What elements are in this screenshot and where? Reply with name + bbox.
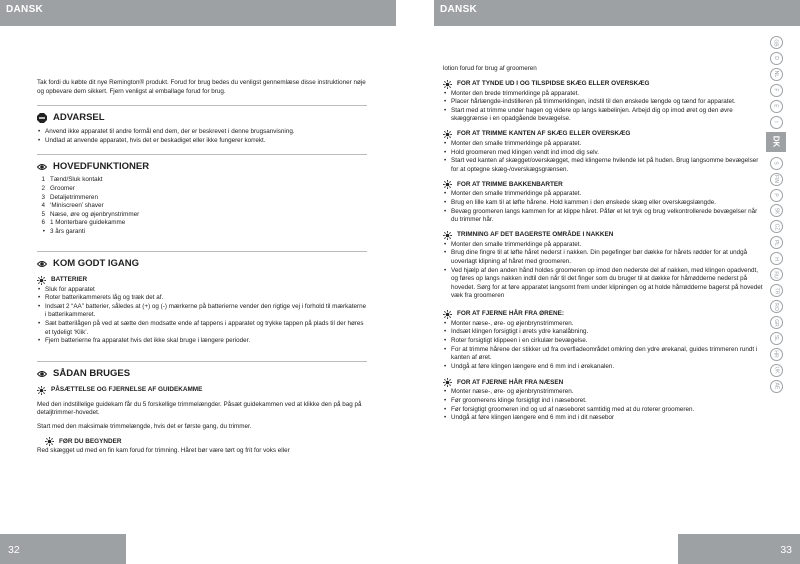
- warning-list: [37, 128, 367, 145]
- start-title: KOM GODT IGANG: [53, 257, 140, 269]
- language-tab-d[interactable]: [770, 52, 783, 65]
- list-item: • Før groomerens klinge forsigtigt ind i næseboret.: [443, 397, 765, 406]
- sun-icon: [443, 378, 452, 387]
- language-tab-label: S: [773, 161, 779, 165]
- language-tab-label: UK: [772, 366, 779, 374]
- section-title: FOR AT TRIMME BAKKENBARTER: [457, 180, 563, 188]
- list-item: • Før forsigtigt groomeren ind og ud af næseboret samtidig med at du roterer groomeren.: [443, 406, 765, 415]
- language-tab-label: RU: [772, 271, 779, 279]
- instruction-list: [443, 140, 765, 174]
- language-tab-tr[interactable]: [770, 284, 783, 297]
- features-section-header: [37, 154, 367, 173]
- right-page-number: 33: [780, 544, 792, 556]
- instruction-list: [443, 388, 765, 422]
- right-header-title: DANSK: [440, 4, 478, 15]
- language-tab-label: SL: [773, 335, 779, 342]
- language-tab-e[interactable]: [770, 100, 783, 113]
- list-item: • Sluk for apparatet: [37, 286, 367, 295]
- bullet: •: [42, 227, 45, 235]
- language-tab-ro[interactable]: [770, 300, 783, 313]
- language-tab-h[interactable]: [770, 252, 783, 265]
- section-heading: [443, 180, 765, 189]
- list-item: • Monter næse-, øre- og øjenbrynstrimmeren.: [443, 320, 765, 329]
- item-text: Detaljetrimmeren: [50, 193, 98, 201]
- instruction-list: [443, 90, 765, 124]
- language-tab-label: PL: [773, 239, 779, 246]
- list-item: • Brug en lille kam til at løfte hårene. Hold kammen i den ønskede skæg eller overskægslængde.: [443, 199, 765, 208]
- instruction-list: [443, 241, 765, 301]
- item-number: 1: [41, 176, 45, 184]
- guide-comb-label: PÅSÆTTELSE OG FJERNELSE AF GUIDEKAMME: [51, 385, 203, 393]
- sun-icon: [443, 130, 452, 139]
- left-page-footer: [0, 534, 126, 564]
- stop-sign-icon: [37, 113, 47, 123]
- warning-title: ADVARSEL: [53, 112, 105, 124]
- language-tab-label: HR: [772, 350, 779, 358]
- language-tab-label: SK: [772, 207, 779, 215]
- list-item: • Sæt batterilågen på ved at sætte den modsatte ende af tappens i apparatet og trykke tappen på plads til der høres et tydeligt ‘Klik’.: [37, 320, 367, 337]
- language-tab-label: TR: [772, 287, 779, 294]
- section-heading: [443, 80, 765, 89]
- language-tab-sk[interactable]: [770, 204, 783, 217]
- list-item: • Undlad at anvende apparatet, hvis det er beskadiget eller ikke fungerer korrekt.: [37, 137, 367, 146]
- warning-section-header: [37, 105, 367, 124]
- item-number: 4: [41, 202, 45, 210]
- language-tab-ru[interactable]: [770, 268, 783, 281]
- usage-paragraph-3: Red skægget ud med en fin kam forud for trimning. Håret bør være tørt og frit for voks eller: [37, 447, 290, 455]
- section-title: TRIMNING AF DET BAGERSTE OMRÅDE I NAKKEN: [457, 230, 614, 238]
- language-tab-label: I: [772, 121, 779, 123]
- language-tab-gb[interactable]: [770, 36, 783, 49]
- before-start-subheading: [45, 437, 367, 446]
- list-item: [37, 194, 367, 203]
- language-tab-uk[interactable]: [770, 364, 783, 377]
- list-item: • Anvend ikke apparatet til andre formål end dem, der er beskrevet i denne brugsanvisning.: [37, 128, 367, 137]
- section-heading: [443, 378, 765, 387]
- language-tab-gr[interactable]: [770, 316, 783, 329]
- left-page-header: [0, 0, 396, 26]
- language-tab-label: H: [773, 256, 779, 261]
- list-item: • Hold groomeren med klingen vendt ind imod dig selv.: [443, 149, 765, 158]
- list-item: • Roter forsigtigt klippeen i en cirkulær bevægelse.: [443, 337, 765, 346]
- sun-icon: [443, 180, 452, 189]
- instruction-list: [443, 190, 765, 224]
- language-tab-label: FIN: [773, 175, 779, 184]
- list-item: • For at trimme hårene der stikker ud fra overfladeområdet omkring den ydre ørekanal, guides trimmeren rundt i kanten af øret.: [443, 346, 765, 363]
- language-tab-label: F: [773, 88, 779, 92]
- section-title: FOR AT FJERNE HÅR FRA NÆSEN: [457, 378, 564, 386]
- list-item: • Start med at trimme under hagen og videre op langs kæbelinjen. Arbejd dig op imod øret og den øvre skæggrænse i en opadgående bevægelse.: [443, 107, 765, 124]
- eye-icon: [37, 259, 47, 269]
- language-tab-dk[interactable]: [766, 132, 786, 152]
- list-item: • Monter den smalle trimmerklinge på apparatet.: [443, 140, 765, 149]
- list-item: • Indsæt 2 “AA” batterier, således at (+) og (-) mærkerne på batterierne vender den rigtige vej i forhold til mærkaterne i batterikammeret.: [37, 303, 367, 320]
- list-item: • Indsæt klingen forsigtigt i ørets ydre kanalåbning.: [443, 328, 765, 337]
- language-tab-label: E: [773, 104, 779, 108]
- language-tab-label: AE: [772, 382, 779, 390]
- language-tab-ae[interactable]: [770, 380, 783, 393]
- list-item: • Fjern batterierne fra apparatet hvis det ikke skal bruge i længere perioder.: [37, 337, 367, 346]
- item-number: 5: [41, 210, 45, 218]
- item-number: 6: [41, 219, 45, 227]
- language-tab-label: DK: [771, 135, 781, 148]
- language-tab-s[interactable]: [770, 157, 783, 170]
- list-item: [37, 228, 367, 237]
- section-heading: [443, 130, 765, 139]
- left-page-number: 32: [8, 544, 20, 556]
- right-page-header: [434, 0, 800, 26]
- item-text: 1 Monterbare guidekamme: [50, 219, 126, 227]
- sun-icon: [37, 386, 46, 395]
- intro-paragraph: Tak fordi du købte dit nye Remington® produkt. Forud for brug bedes du venligst gennemlæse disse instruktioner nøje og opbevare dem sikkert. Fjern venligst al emballage forud for brug.: [37, 79, 366, 95]
- item-text: Groomer: [50, 184, 75, 192]
- item-text: Tænd/Sluk kontakt: [50, 176, 103, 184]
- language-tab-pl[interactable]: [770, 236, 783, 249]
- section-title: FOR AT FJERNE HÅR FRA ØRENE:: [457, 310, 564, 318]
- list-item: • Ved hjælp af den anden hånd holdes groomeren op imod den nederste del af nakken, med klingen opadvendt, og føres op langs nakken indtil den når til det finger som du bruger til at dække for hårrødderne nederst på hovedet. Sørg for at føre apparatet langsomt frem under klipningen og at holde hårrødderne bagerst på hovedet væk fra groomeren: [443, 267, 765, 301]
- instruction-list: [443, 320, 765, 372]
- continuation-text: lotion forud for brug af groomeren: [443, 65, 537, 72]
- list-item: • Monter den brede trimmerklinge på apparatet.: [443, 90, 765, 99]
- language-tab-fin[interactable]: [770, 173, 783, 186]
- language-tab-label: P: [773, 193, 779, 197]
- left-header-title: DANSK: [6, 4, 44, 15]
- sun-icon: [443, 80, 452, 89]
- item-number: 2: [41, 184, 45, 192]
- list-item: • Monter næse-, øre- og øjenbrynstrimmeren.: [443, 388, 765, 397]
- sun-icon: [45, 437, 54, 446]
- language-tab-cz[interactable]: [770, 220, 783, 233]
- list-item: • Brug dine fingre til at løfte håret nederst i nakken. Din pegefinger bør dække for hårets rødder for at undgå uoverlagt klipning af håret med groomeren.: [443, 249, 765, 266]
- item-number: 3: [41, 193, 45, 201]
- language-tab-label: GR: [773, 318, 779, 327]
- language-tab-p[interactable]: [770, 189, 783, 202]
- list-item: [37, 202, 367, 211]
- sun-icon: [443, 310, 452, 319]
- list-item: [37, 219, 367, 228]
- language-tab-i[interactable]: [770, 116, 783, 129]
- features-list: [37, 176, 367, 236]
- sun-icon: [37, 276, 46, 285]
- right-column: [443, 65, 765, 423]
- usage-section-header: [37, 361, 367, 380]
- batteries-label: BATTERIER: [51, 275, 88, 283]
- language-tab-label: RO: [773, 302, 779, 311]
- list-item: [37, 211, 367, 220]
- left-column: [37, 79, 367, 456]
- batteries-list: [37, 286, 367, 346]
- eye-icon: [37, 162, 47, 172]
- language-tab-sl[interactable]: [770, 332, 783, 345]
- language-tab-label: GB: [772, 38, 779, 47]
- usage-paragraph-2: Start med den maksimale trimmelængde, hvis det er første gang, du trimmer.: [37, 422, 252, 430]
- list-item: • Undgå at føre klingen længere end 6 mm ind i ørekanalen.: [443, 363, 765, 372]
- right-page-footer: [678, 534, 800, 564]
- item-text: ‘Miniscreen’ shaver: [50, 202, 104, 210]
- usage-paragraph-1: Med den indstillelige guidekam får du 5 forskellige trimmelængder. Påsæt guidekammen ved at klikke den på bag på detaljtrimmer-hovedet.: [37, 400, 362, 417]
- list-item: • Roter batterikammerets låg og træk det af.: [37, 294, 367, 303]
- list-item: • Monter den smalle trimmerklinge på apparatet.: [443, 241, 765, 250]
- list-item: [37, 185, 367, 194]
- list-item: [37, 176, 367, 185]
- language-tab-label: NL: [773, 71, 779, 78]
- language-tab-label: CZ: [772, 223, 779, 231]
- section-title: FOR AT TYNDE UD I OG TILSPIDSE SKÆG ELLER OVERSKÆG: [457, 79, 650, 87]
- guide-comb-subheading: [37, 386, 367, 395]
- language-tab-hr[interactable]: [770, 348, 783, 361]
- list-item: • Start ved kanten af skægget/overskægget, med klingerne hvilende let på huden. Brug langsomme bevægelser for at optegne skæg-/overskægsgrænsen.: [443, 157, 765, 174]
- language-tab-nl[interactable]: [770, 68, 783, 81]
- language-tabs: [766, 36, 786, 396]
- before-start-label: FØR DU BEGYNDER: [59, 437, 122, 445]
- usage-title: SÅDAN BRUGES: [53, 367, 131, 379]
- sun-icon: [443, 231, 452, 240]
- language-tab-label: D: [773, 56, 779, 61]
- list-item: • Undgå at føre klingen længere end 6 mm ind i dit næsebor: [443, 414, 765, 423]
- list-item: • Placer hårlængde-indstilleren på trimmerklingen, indstil til den ønskede længde og tænd for apparatet.: [443, 98, 765, 107]
- language-tab-f[interactable]: [770, 84, 783, 97]
- start-section-header: [37, 251, 367, 270]
- section-heading: [443, 310, 765, 319]
- item-text: 3 års garanti: [50, 227, 86, 235]
- item-text: Næse, øre og øjenbrynstrimmer: [50, 210, 140, 218]
- list-item: • Bevæg groomeren langs kammen for at klippe håret. Påfør et let tryk og brug velkontrollerede bevægelser når du trimmer hår.: [443, 208, 765, 225]
- eye-icon: [37, 369, 47, 379]
- section-title: FOR AT TRIMME KANTEN AF SKÆG ELLER OVERSKÆG: [457, 130, 631, 138]
- section-heading: [443, 231, 765, 240]
- batteries-subheading: [37, 276, 367, 285]
- list-item: • Monter den smalle trimmerklinge på apparatet.: [443, 190, 765, 199]
- features-title: HOVEDFUNKTIONER: [53, 161, 150, 173]
